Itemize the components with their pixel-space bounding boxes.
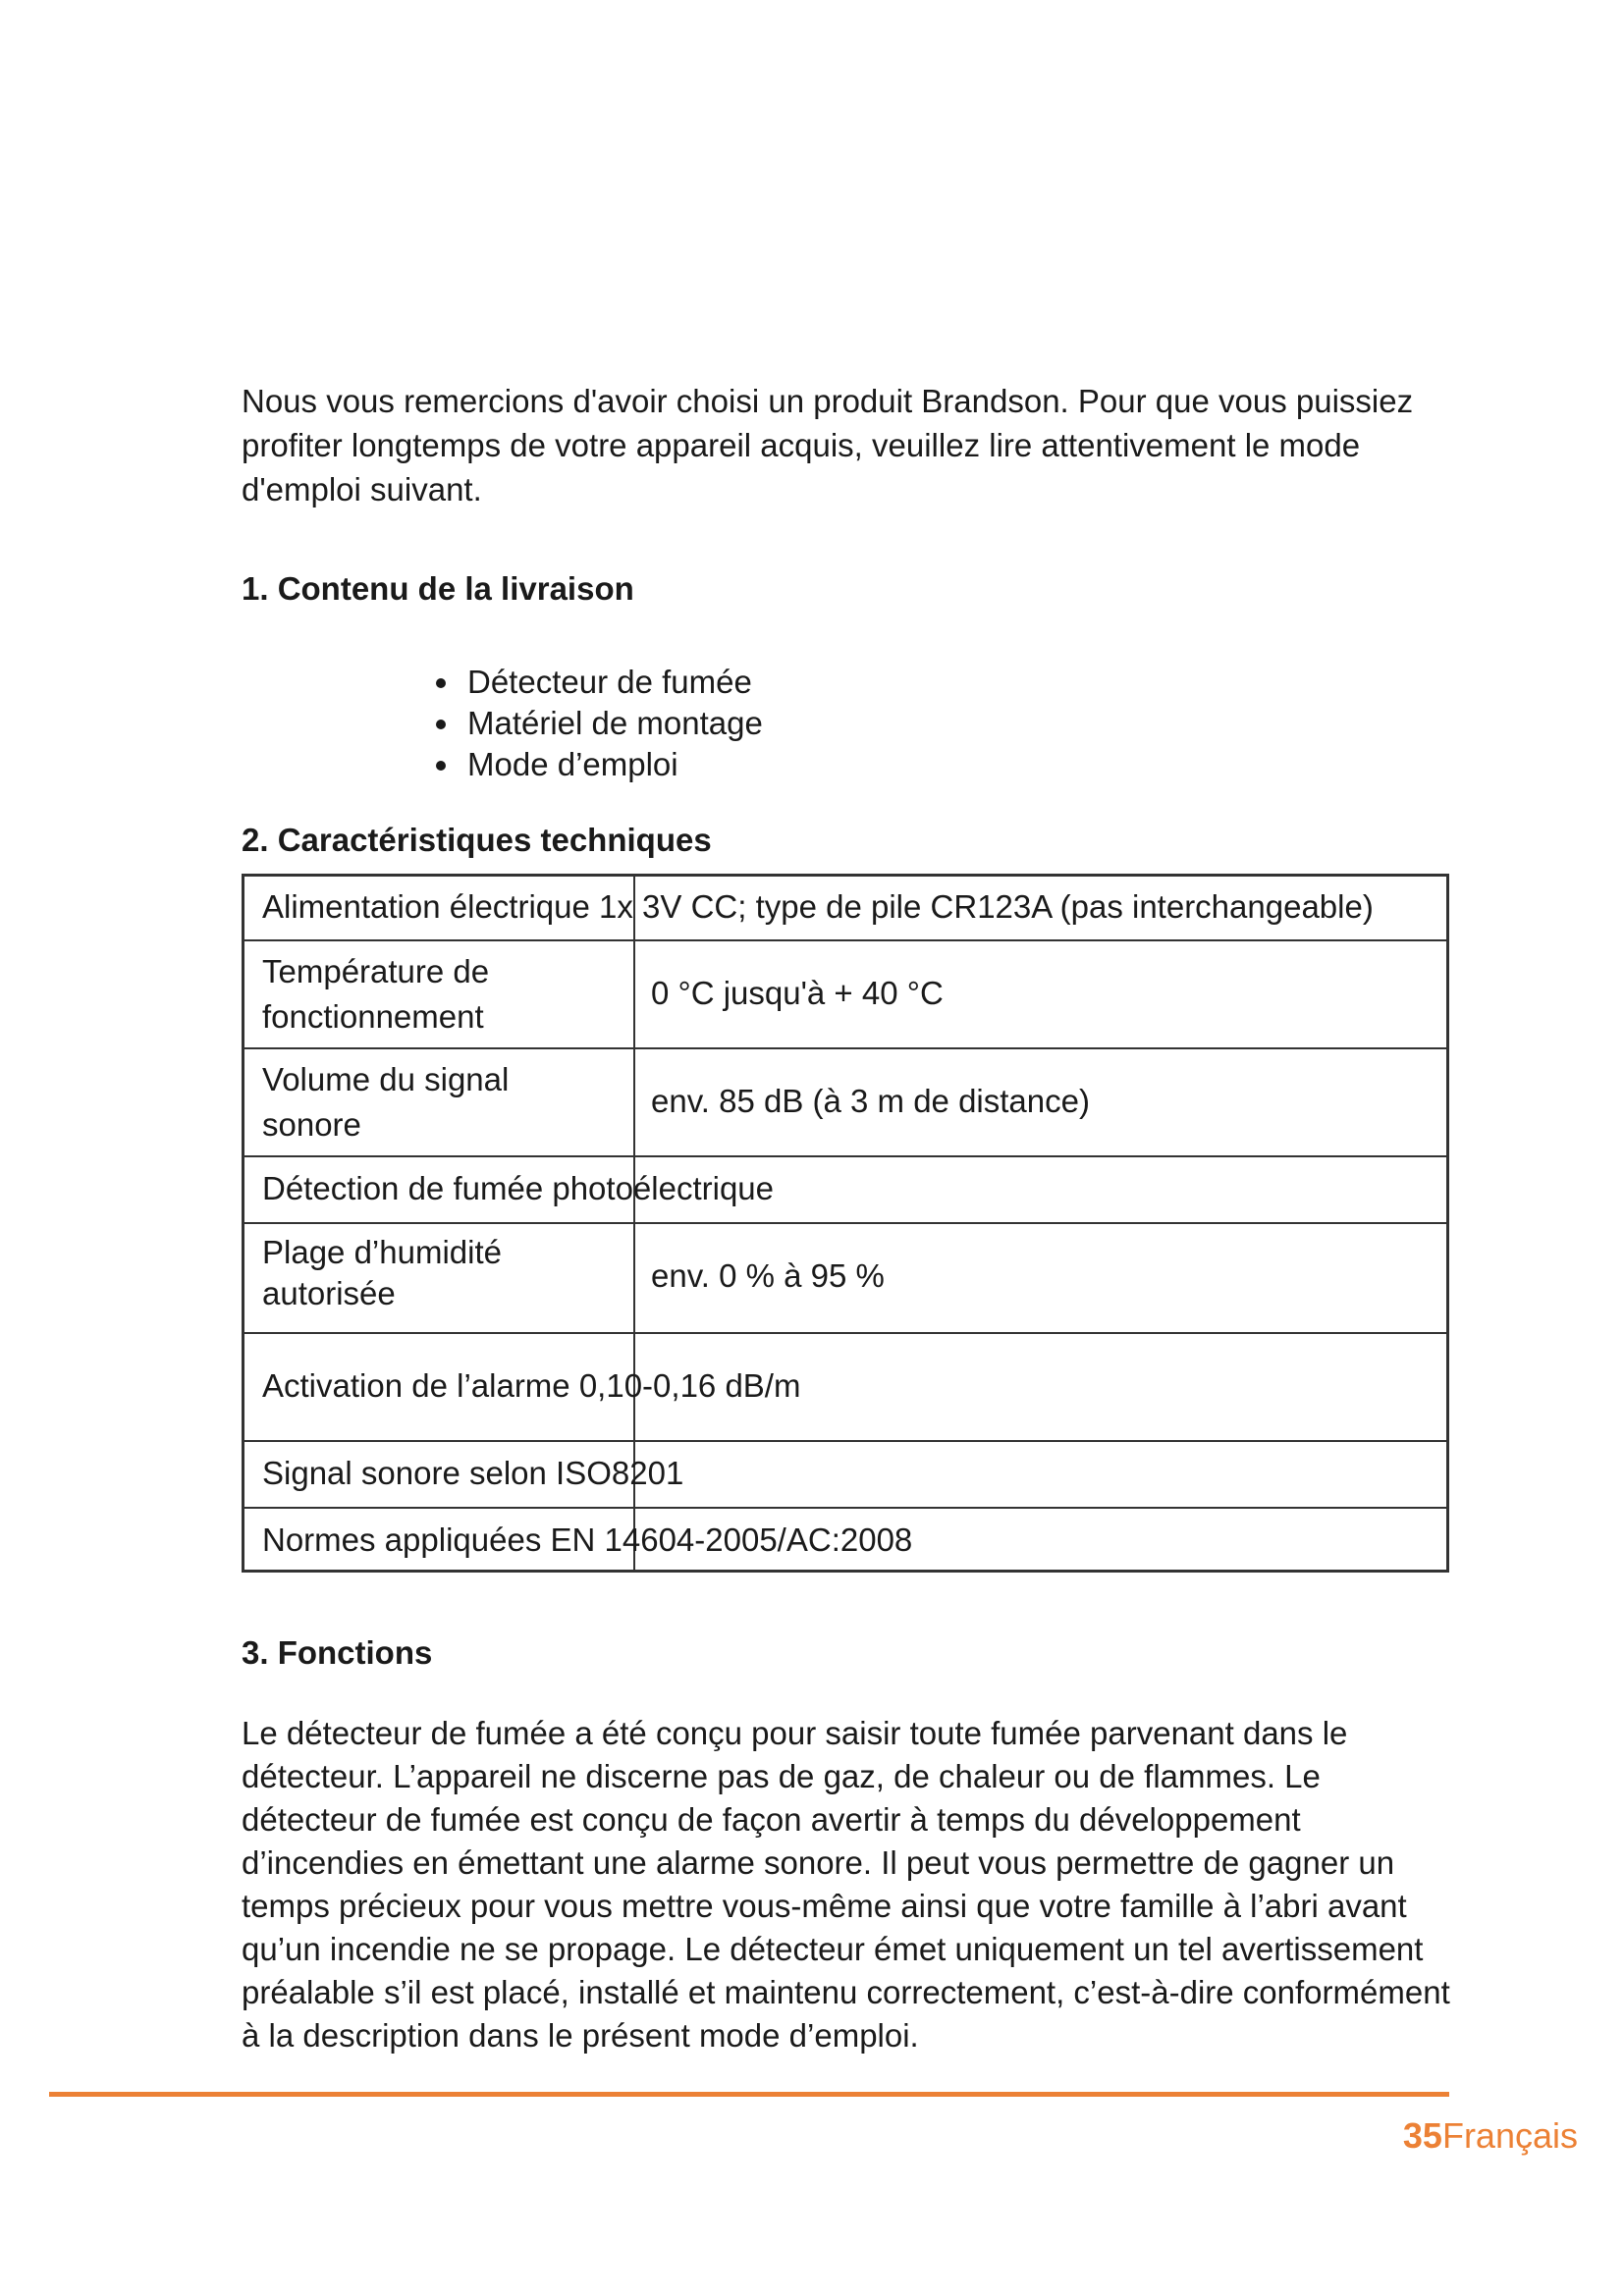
table-cell-inline: Activation de l’alarme 0,10-0,16 dB/m [262, 1367, 801, 1404]
table-row [244, 1442, 1446, 1509]
spec-table [242, 874, 1449, 1573]
list-item: Matériel de montage [426, 703, 763, 744]
table-row [244, 1509, 1446, 1573]
table-row [244, 1049, 1446, 1157]
table-cell-inline: Alimentation électrique 1x 3V CC; type de pile CR123A (pas interchangeable) [262, 888, 1374, 925]
intro-paragraph: Nous vous remercions d'avoir choisi un produit Brandson. Pour que vous puissiez profiter longtemps de votre appareil acquis, veuillez lire attentivement le mode d'emploi suivant. [242, 383, 1414, 507]
list-item: Mode d’emploi [426, 744, 763, 785]
footer-divider [49, 2092, 1449, 2097]
table-row [244, 1334, 1446, 1442]
section-heading-specs: 2. Caractéristiques techniques [242, 822, 712, 858]
table-cell-label: Plage d’humidité autorisée [262, 1234, 502, 1311]
table-cell-value: env. 0 % à 95 % [651, 1257, 885, 1294]
page-language: Français [1441, 2115, 1578, 2156]
table-row [244, 1157, 1446, 1224]
table-row [244, 877, 1446, 941]
table-cell-label: Température de fonctionnement [262, 953, 490, 1035]
section-heading-functions: 3. Fonctions [242, 1634, 433, 1671]
table-cell-value: env. 85 dB (à 3 m de distance) [651, 1083, 1090, 1119]
table-row [244, 1224, 1446, 1334]
delivery-list [426, 662, 763, 785]
table-cell-inline: Signal sonore selon ISO8201 [262, 1455, 684, 1491]
table-cell-label: Volume du signal sonore [262, 1061, 510, 1143]
table-cell-inline: Normes appliquées EN 14604-2005/AC:2008 [262, 1522, 913, 1558]
section-heading-delivery: 1. Contenu de la livraison [242, 570, 634, 607]
table-cell-inline: Détection de fumée photoélectrique [262, 1170, 775, 1206]
page-number [1403, 2115, 1578, 2157]
table-row [244, 941, 1446, 1049]
list-item: Détecteur de fumée [426, 662, 763, 703]
page-number-value: 35 [1402, 2115, 1442, 2156]
functions-paragraph: Le détecteur de fumée a été conçu pour saisir toute fumée parvenant dans le détecteur. L’appareil ne discerne pas de gaz, de chaleur ou de flammes. Le détecteur de fumée est conçu de façon avertir à temps du développement d’incendies en émettant une alarme sonore. Il peut vous permettre de gagner un temps précieux pour vous mettre vous-même ainsi que votre famille à l’abri avant qu’un incendie ne se propage. Le détecteur émet uniquement un tel avertissement préalable s’il est placé, installé et maintenu correctement, c’est-à-dire conformément à la description dans le présent mode d’emploi. [242, 1715, 1450, 2054]
table-cell-value: 0 °C jusqu'à + 40 °C [651, 975, 944, 1011]
